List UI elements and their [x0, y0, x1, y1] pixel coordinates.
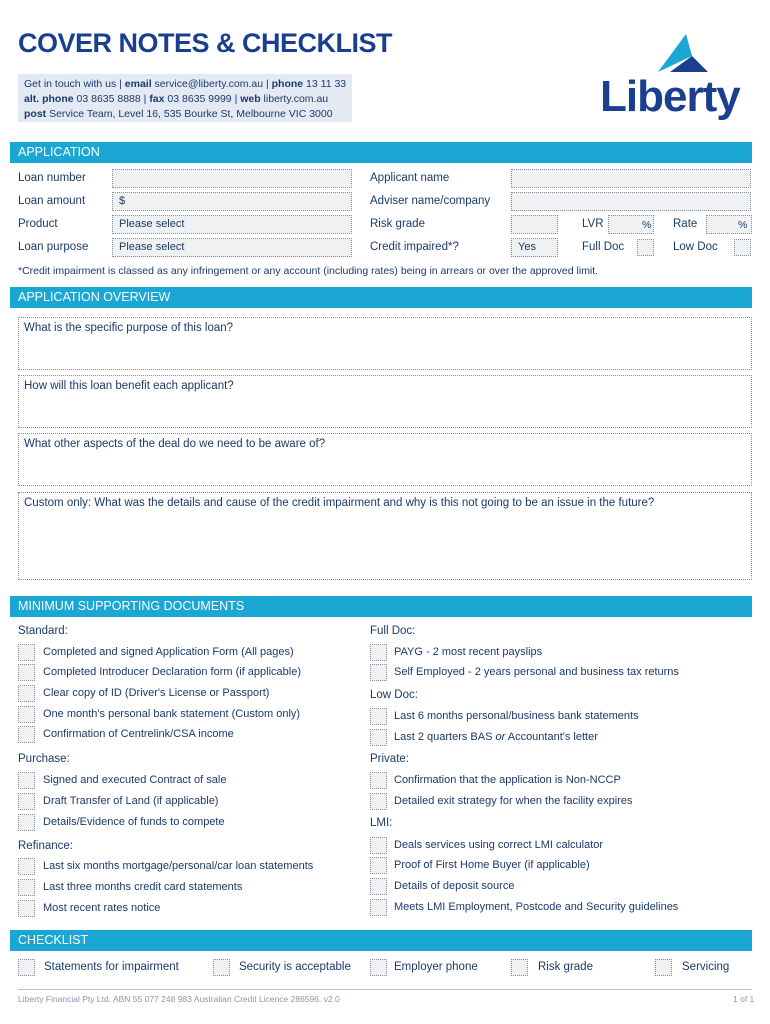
adviser-field[interactable] [511, 192, 751, 211]
loan-purpose-label: Loan purpose [18, 241, 89, 253]
purchase-item-2: Draft Transfer of Land (if applicable) [43, 795, 219, 807]
alt-phone-value: 03 8635 8888 | [73, 93, 150, 105]
adviser-label: Adviser name/company [370, 195, 491, 207]
private-item-2: Detailed exit strategy for when the facility expires [394, 795, 633, 807]
product-select[interactable]: Please select [112, 215, 352, 234]
checklist-checkbox-security[interactable] [213, 959, 230, 976]
lmi-checkbox-4[interactable] [370, 899, 387, 916]
checklist-checkbox-employer[interactable] [370, 959, 387, 976]
standard-checkbox-5[interactable] [18, 726, 35, 743]
lowdoc-item-1: Last 6 months personal/business bank statements [394, 710, 639, 722]
contact-info [18, 74, 352, 122]
purchase-checkbox-1[interactable] [18, 772, 35, 789]
application-section-header: APPLICATION [10, 142, 752, 163]
refinance-checkbox-2[interactable] [18, 879, 35, 896]
loan-amount-label: Loan amount [18, 195, 86, 207]
standard-checkbox-4[interactable] [18, 706, 35, 723]
phone-value: 13 11 33 [303, 78, 347, 90]
checklist-checkbox-servicing[interactable] [655, 959, 672, 976]
lowdoc-checkbox-1[interactable] [370, 708, 387, 725]
web-label: web [240, 93, 261, 105]
overview-section-header: APPLICATION OVERVIEW [10, 287, 752, 308]
purchase-checkbox-2[interactable] [18, 793, 35, 810]
standard-item-2: Completed Introducer Declaration form (if applicable) [43, 666, 302, 678]
refinance-item-3: Most recent rates notice [43, 902, 161, 914]
standard-checkbox-1[interactable] [18, 644, 35, 661]
page-title: COVER NOTES & CHECKLIST [18, 28, 393, 58]
checklist-checkbox-impairment[interactable] [18, 959, 35, 976]
alt-phone-label: alt. phone [24, 93, 74, 105]
refinance-item-1: Last six months mortgage/personal/car loan statements [43, 860, 314, 872]
checklist-item-servicing: Servicing [682, 961, 730, 973]
rate-label: Rate [673, 218, 698, 230]
fax-value: 03 8635 9999 | [164, 93, 241, 105]
refinance-item-2: Last three months credit card statements [43, 881, 243, 893]
lmi-label: LMI: [370, 817, 393, 829]
loan-purpose-question[interactable]: What is the specific purpose of this loan? [18, 317, 752, 370]
purchase-item-1: Signed and executed Contract of sale [43, 774, 227, 786]
product-label: Product [18, 218, 58, 230]
checklist-item-employer: Employer phone [394, 961, 478, 973]
full-doc-section-label: Full Doc: [370, 625, 416, 637]
standard-item-5: Confirmation of Centrelink/CSA income [43, 728, 234, 740]
lmi-checkbox-1[interactable] [370, 837, 387, 854]
loan-amount-field[interactable]: $ [112, 192, 352, 211]
low-doc-checkbox[interactable] [734, 239, 751, 256]
lmi-checkbox-2[interactable] [370, 857, 387, 874]
fax-label: fax [149, 93, 165, 105]
phone-label: phone [271, 78, 304, 90]
full-doc-checkbox[interactable] [637, 239, 654, 256]
standard-label: Standard: [18, 625, 68, 637]
checklist-item-risk: Risk grade [538, 961, 593, 973]
page-number: 1 of 1 [733, 994, 755, 1004]
fulldoc-checkbox-1[interactable] [370, 644, 387, 661]
applicant-name-field[interactable] [511, 169, 751, 188]
loan-number-label: Loan number [18, 172, 86, 184]
lvr-percent: % [642, 219, 652, 231]
post-value: Service Team, Level 16, 535 Bourke St, Melbourne VIC 3000 [46, 108, 333, 120]
footer-divider [18, 989, 752, 990]
lowdoc-item-2: Last 2 quarters BAS or Accountant's letter [394, 731, 598, 743]
documents-section-header: MINIMUM SUPPORTING DOCUMENTS [10, 596, 752, 617]
low-doc-label: Low Doc [673, 241, 718, 253]
lmi-checkbox-3[interactable] [370, 878, 387, 895]
post-label: post [24, 108, 47, 120]
credit-impaired-select[interactable]: Yes [511, 238, 558, 257]
lmi-item-2: Proof of First Home Buyer (if applicable) [394, 859, 590, 871]
lowdoc-checkbox-2[interactable] [370, 729, 387, 746]
lmi-item-1: Deals services using correct LMI calculator [394, 839, 604, 851]
purchase-item-3: Details/Evidence of funds to compete [43, 816, 225, 828]
loan-purpose-select[interactable]: Please select [112, 238, 352, 257]
checklist-item-security: Security is acceptable [239, 961, 351, 973]
other-aspects-question[interactable]: What other aspects of the deal do we need to be aware of? [18, 433, 752, 486]
web-value[interactable]: liberty.com.au [260, 93, 329, 105]
email-value[interactable]: service@liberty.com.au | [151, 78, 272, 90]
lvr-label: LVR [582, 218, 604, 230]
refinance-checkbox-3[interactable] [18, 900, 35, 917]
credit-impairment-footnote: *Credit impairment is classed as any infringement or any account (including rates) being in arrears or over the approved limit. [18, 265, 599, 277]
liberty-logo: Liberty [600, 72, 740, 121]
standard-item-1: Completed and signed Application Form (All pages) [43, 646, 294, 658]
credit-impaired-label: Credit impaired*? [370, 241, 459, 253]
rate-percent: % [738, 219, 748, 231]
purchase-checkbox-3[interactable] [18, 814, 35, 831]
checklist-section-header: CHECKLIST [10, 930, 752, 951]
credit-impairment-question[interactable]: Custom only: What was the details and cause of the credit impairment and why is this not going to be an issue in the future? [18, 492, 752, 580]
standard-checkbox-3[interactable] [18, 685, 35, 702]
applicant-benefit-question[interactable]: How will this loan benefit each applicant? [18, 375, 752, 428]
checklist-item-impairment: Statements for impairment [44, 961, 179, 973]
refinance-label: Refinance: [18, 840, 73, 852]
private-label: Private: [370, 753, 409, 765]
fulldoc-item-2: Self Employed - 2 years personal and business tax returns [394, 666, 679, 678]
low-doc-section-label: Low Doc: [370, 689, 418, 701]
fulldoc-item-1: PAYG - 2 most recent payslips [394, 646, 543, 658]
fulldoc-checkbox-2[interactable] [370, 664, 387, 681]
loan-number-field[interactable] [112, 169, 352, 188]
email-label: email [124, 78, 152, 90]
purchase-label: Purchase: [18, 753, 70, 765]
refinance-checkbox-1[interactable] [18, 858, 35, 875]
lmi-item-3: Details of deposit source [394, 880, 515, 892]
full-doc-label: Full Doc [582, 241, 625, 253]
risk-grade-label: Risk grade [370, 218, 425, 230]
contact-intro: Get in touch with us | [24, 78, 125, 90]
applicant-name-label: Applicant name [370, 172, 450, 184]
private-item-1: Confirmation that the application is Non-NCCP [394, 774, 621, 786]
lmi-item-4: Meets LMI Employment, Postcode and Security guidelines [394, 901, 679, 913]
standard-item-3: Clear copy of ID (Driver's License or Passport) [43, 687, 270, 699]
footer-legal: Liberty Financial Pty Ltd. ABN 55 077 248 983 Australian Credit Licence 286596. v2.0 [18, 994, 340, 1004]
private-checkbox-2[interactable] [370, 793, 387, 810]
checklist-checkbox-risk[interactable] [511, 959, 528, 976]
standard-checkbox-2[interactable] [18, 664, 35, 681]
liberty-logo-mark-icon [650, 34, 710, 74]
private-checkbox-1[interactable] [370, 772, 387, 789]
risk-grade-field[interactable] [511, 215, 558, 234]
standard-item-4: One month's personal bank statement (Custom only) [43, 708, 301, 720]
